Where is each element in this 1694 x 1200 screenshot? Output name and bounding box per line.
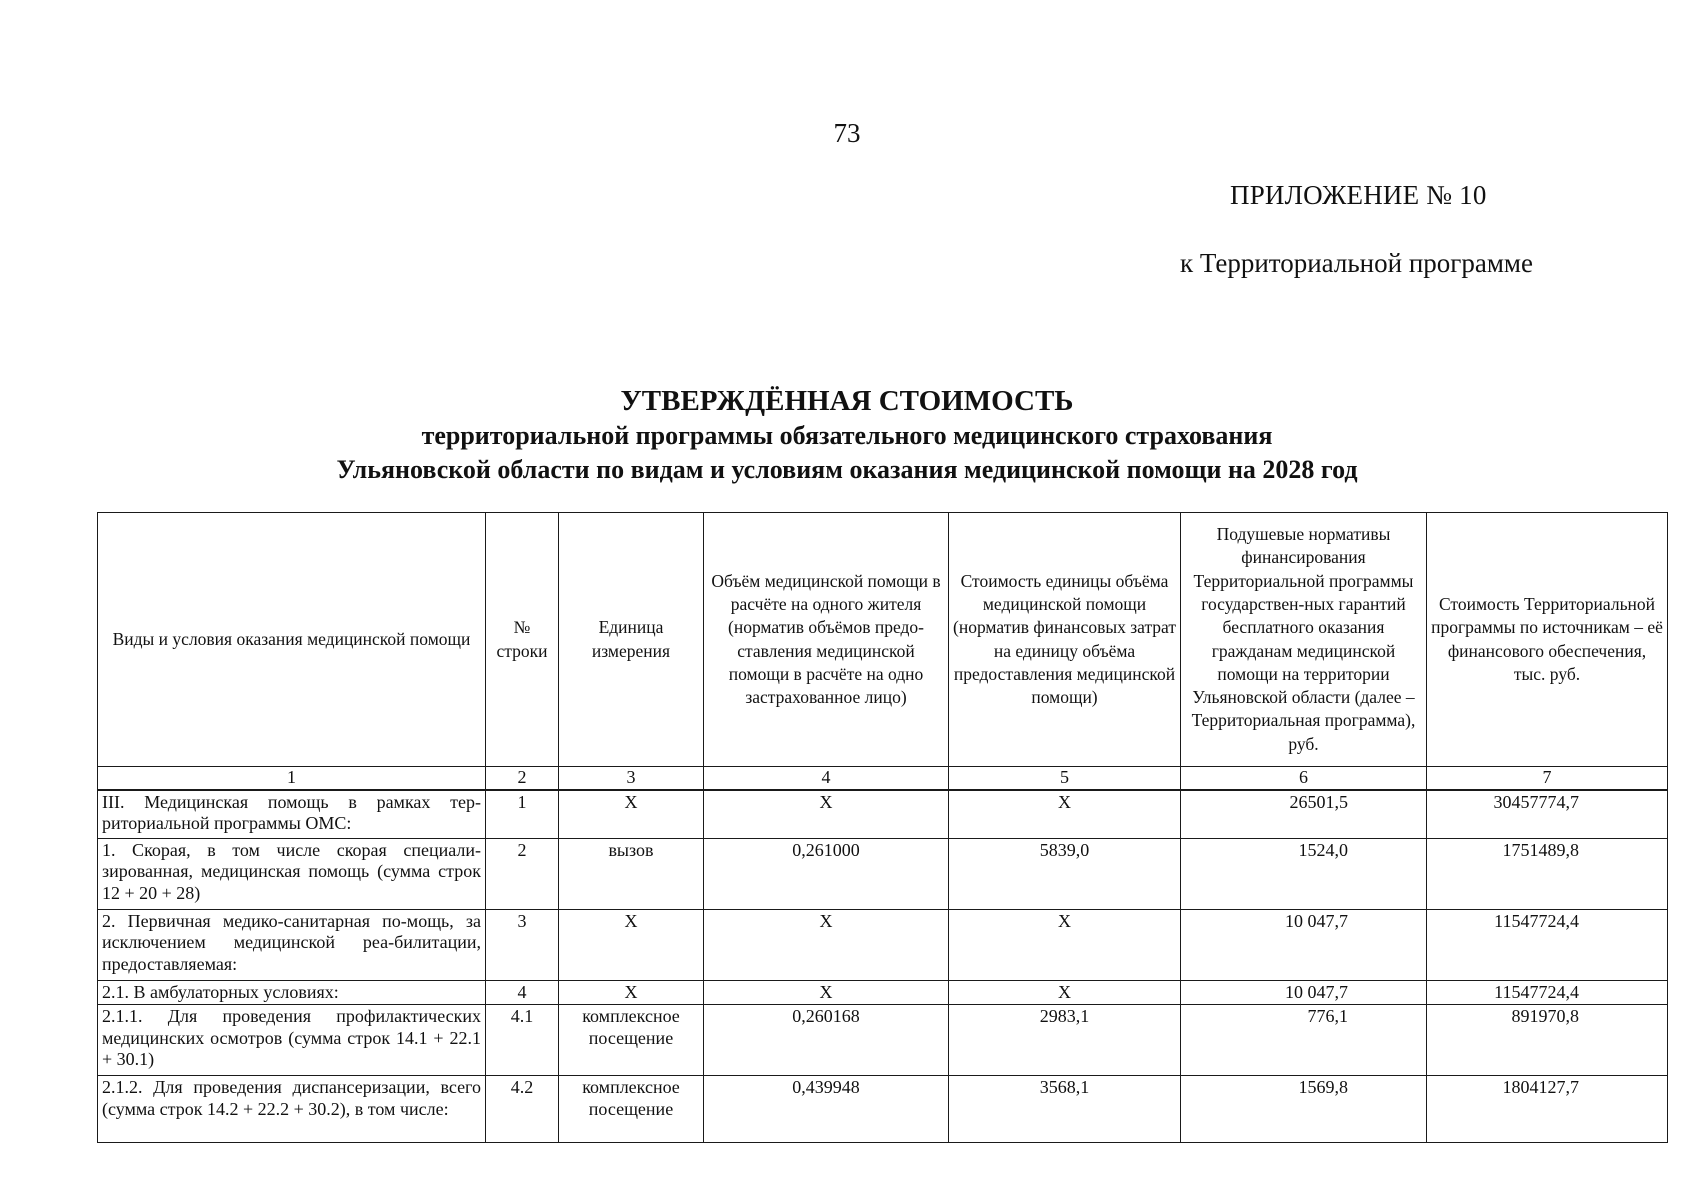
cell-volume: Х — [704, 790, 949, 839]
cell-kind: 1. Скорая, в том числе скорая специали-зированная, медицинская помощь (сумма строк 12 + 20 + 28) — [98, 838, 486, 909]
header-cell-unit: Единица измерения — [559, 513, 704, 767]
table-row — [98, 1076, 1668, 1143]
cell-unit: Х — [559, 909, 704, 980]
column-number: 1 — [98, 767, 486, 790]
column-number: 3 — [559, 767, 704, 790]
appendix-subtitle: к Территориальной программе — [1180, 248, 1533, 278]
cell-unit-cost: 3568,1 — [949, 1076, 1181, 1143]
document-subtitle-line2: Ульяновской области по видам и условиям оказания медицинской помощи на 2028 год — [336, 455, 1358, 484]
cell-unit-cost: 5839,0 — [949, 838, 1181, 909]
table-row — [98, 1005, 1668, 1076]
cell-unit: Х — [559, 790, 704, 839]
column-number: 4 — [704, 767, 949, 790]
cell-unit-cost: Х — [949, 909, 1181, 980]
cell-unit-cost: Х — [949, 980, 1181, 1005]
cell-volume: Х — [704, 980, 949, 1005]
cell-kind: 2. Первичная медико-санитарная по-мощь, за исключением медицинской реа-билитации, предоставляемая: — [98, 909, 486, 980]
cell-unit: комплексное посещение — [559, 1005, 704, 1076]
cell-total-cost: 11547724,4 — [1427, 980, 1668, 1005]
cell-kind: 2.1.1. Для проведения профилактических медицинских осмотров (сумма строк 14.1 + 22.1 + 30.1) — [98, 1005, 486, 1076]
table-row — [98, 838, 1668, 909]
cell-total-cost: 1751489,8 — [1427, 838, 1668, 909]
cell-per-capita: 26501,5 — [1181, 790, 1427, 839]
cell-volume: 0,260168 — [704, 1005, 949, 1076]
appendix-title: ПРИЛОЖЕНИЕ № 10 — [1230, 180, 1487, 210]
cell-per-capita: 1524,0 — [1181, 838, 1427, 909]
column-number: 2 — [486, 767, 559, 790]
cell-unit-cost: Х — [949, 790, 1181, 839]
column-number: 5 — [949, 767, 1181, 790]
cell-unit: комплексное посещение — [559, 1076, 704, 1143]
cell-total-cost: 1804127,7 — [1427, 1076, 1668, 1143]
table-row — [98, 980, 1668, 1005]
cell-volume: 0,439948 — [704, 1076, 949, 1143]
cell-per-capita: 776,1 — [1181, 1005, 1427, 1076]
cell-line-number: 4.1 — [486, 1005, 559, 1076]
cell-volume: Х — [704, 909, 949, 980]
cell-unit-cost: 2983,1 — [949, 1005, 1181, 1076]
column-number: 6 — [1181, 767, 1427, 790]
header-cell-unit-cost: Стоимость единицы объёма медицинской помощи (норматив финансовых затрат на единицу объёма предоставления медицинской помощи) — [949, 513, 1181, 767]
header-cell-line-number: № строки — [486, 513, 559, 767]
column-number-row — [98, 767, 1668, 790]
cell-line-number: 4 — [486, 980, 559, 1005]
cell-volume: 0,261000 — [704, 838, 949, 909]
cell-line-number: 3 — [486, 909, 559, 980]
cell-line-number: 4.2 — [486, 1076, 559, 1143]
cell-total-cost: 891970,8 — [1427, 1005, 1668, 1076]
cell-line-number: 1 — [486, 790, 559, 839]
page-number: 73 — [833, 118, 861, 148]
header-row — [98, 513, 1668, 767]
document-subtitle-line1: территориальной программы обязательного медицинского страхования — [421, 421, 1273, 450]
header-cell-per-capita: Подушевые нормативы финансирования Территориальной программы государствен-ных гарантий бесплатного оказания гражданам медицинской помощи на территории Ульяновской области (далее – Территориальная программа), руб. — [1181, 513, 1427, 767]
table-row — [98, 909, 1668, 980]
column-number: 7 — [1427, 767, 1668, 790]
table-row — [98, 790, 1668, 839]
cell-line-number: 2 — [486, 838, 559, 909]
cell-kind: III. Медицинская помощь в рамках тер-риториальной программы ОМС: — [98, 790, 486, 839]
cell-per-capita: 10 047,7 — [1181, 909, 1427, 980]
header-cell-kind: Виды и условия оказания медицинской помощи — [98, 513, 486, 767]
cell-total-cost: 11547724,4 — [1427, 909, 1668, 980]
cell-per-capita: 1569,8 — [1181, 1076, 1427, 1143]
header-cell-volume: Объём медицинской помощи в расчёте на одного жителя (норматив объёмов предо-ставления медицинской помощи в расчёте на одно застрахованное лицо) — [704, 513, 949, 767]
cell-unit: вызов — [559, 838, 704, 909]
cell-per-capita: 10 047,7 — [1181, 980, 1427, 1005]
cell-unit: Х — [559, 980, 704, 1005]
cell-kind: 2.1.2. Для проведения диспансеризации, всего (сумма строк 14.2 + 22.2 + 30.2), в том числе: — [98, 1076, 486, 1143]
header-cell-total-cost: Стоимость Территориальной программы по источникам – её финансового обеспечения, тыс. руб. — [1427, 513, 1668, 767]
cell-total-cost: 30457774,7 — [1427, 790, 1668, 839]
document-title: УТВЕРЖДЁННАЯ СТОИМОСТЬ — [620, 385, 1074, 417]
cost-table — [97, 512, 1668, 1143]
cell-kind: 2.1. В амбулаторных условиях: — [98, 980, 486, 1005]
